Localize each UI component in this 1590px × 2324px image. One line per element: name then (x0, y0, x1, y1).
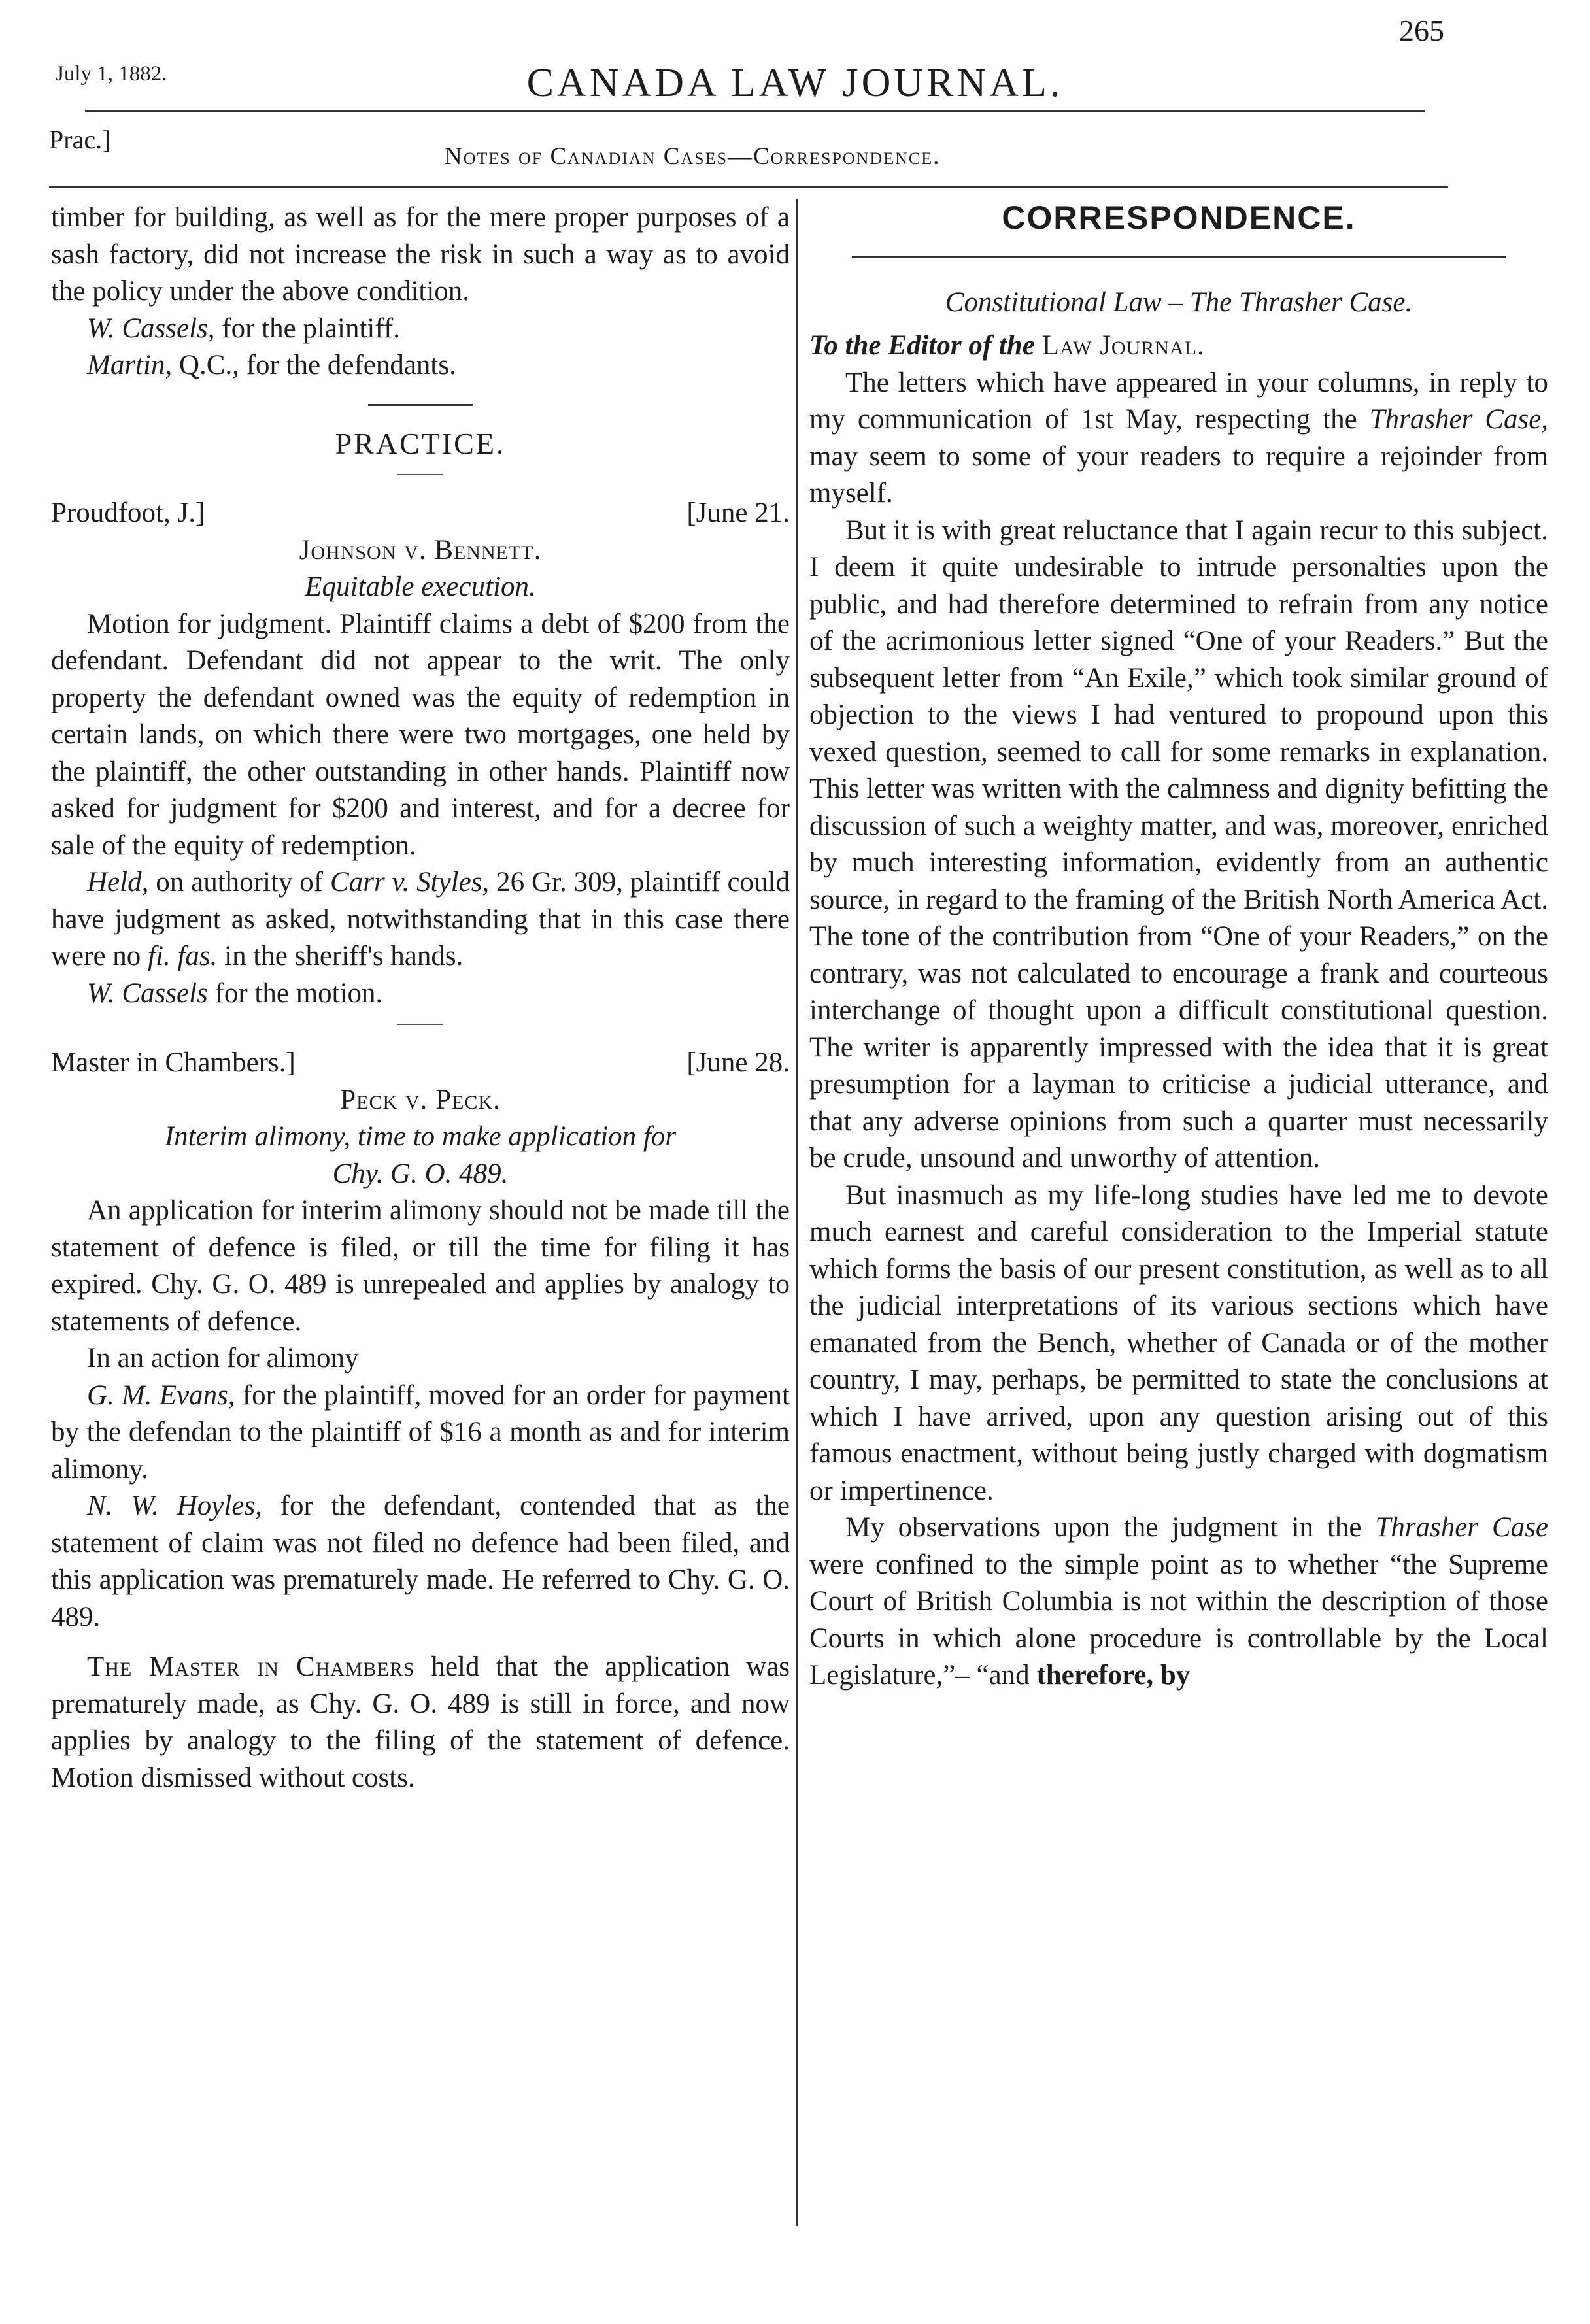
journal-title: CANADA LAW JOURNAL. (526, 61, 1064, 105)
held-word: Held, (87, 867, 149, 898)
salutation-journal: Law Journal. (1041, 330, 1205, 361)
case-title: Johnson v. Bennett. (299, 534, 542, 565)
counsel-role: for the motion. (214, 977, 383, 1009)
cited-case: Carr v. Styles, (330, 867, 490, 898)
heading-divider (398, 474, 443, 475)
letter-paragraph-3: But inasmuch as my life-long studies have led me to devote much earnest and careful consideration to the Imperial statute which forms the basis of our present constitution, as well as to all the judicial interpretations of its various sections which have emanated from the Bench, whether of Canada or of the mother country, I may, perhaps, be permitted to state the conclusions at which I have arrived, upon any question arising out of this famous enactment, without being justly charged with dogmatism or impertinence. (809, 1179, 1548, 1506)
correspondence-heading: CORRESPONDENCE. (1002, 199, 1356, 236)
counsel-name: Martin, (87, 350, 173, 380)
left-column (51, 199, 790, 1796)
section-divider (368, 404, 473, 406)
letter-paragraph-2: But it is with great reluctance that I again recur to this subject. I deem it quite undesirable to intrude personalties upon the public, and had therefore determined to refrain from any notice of the acrimonious letter signed “One of your Readers.” But the subsequent letter from “An Exile,” which took similar ground of objection to the views I had ventured to propound upon this vexed question, seemed to call for some remarks in explanation. This letter was written with the calmness and dignity befitting the discussion of such a weighty matter, and was, moreover, enriched by much interesting information, evidently from an authentic source, in regard to the framing of the British North America Act. The tone of the contribution from “One of your Readers,” on the contrary, was not calculated to encourage a frank and courteous interchange of thought upon a difficult constitutional question. The writer is apparently impressed with the idea that it is great presumption for a layman to criticise a judicial utterance, and that any adverse opinions from such a quarter must necessarily be crude, unsound and unworthy of attention. (809, 514, 1548, 1173)
header-rule-bottom (49, 186, 1448, 188)
p1-b: may seem to some of your readers to require a rejoinder from myself. (809, 441, 1548, 509)
p1-case: Thrasher Case, (1369, 404, 1549, 435)
header-rule-top (85, 110, 1425, 112)
page-number: 265 (1399, 14, 1444, 47)
p4-bold: therefore, by (1036, 1660, 1191, 1691)
counsel-name: W. Cassels (87, 977, 208, 1009)
counsel-text: for the plaintiff, moved for an order for payment by the defendan to the plaintiff of $16 a month as and for interim alimony. (51, 1379, 790, 1485)
salutation-lead: To the Editor of the (809, 330, 1035, 361)
case-judge: Proudfoot, J.] (51, 497, 205, 528)
p1-a: The letters which have appeared in your columns, in reply to my communication of 1st May, respecting the (809, 367, 1548, 435)
case-body: Motion for judgment. Plaintiff claims a debt of $200 from the defendant. Defendant did not appear to the writ. The only property the defendant owned was the equity of redemption in certain lands, on which there were two mortgages, one held by the plaintiff, the other outstanding in other hands. Plaintiff now asked for judgment for $200 and interest, and for a decree for sale of the equity of redemption. (51, 608, 790, 861)
intro-paragraph: timber for building, as well as for the mere proper purposes of a sash factory, did not increase the risk in such a way as to avoid the policy under the above condition. (51, 202, 790, 307)
letter-paragraph-1 (809, 365, 1548, 513)
decision-lead: The Master in Chambers (87, 1651, 415, 1682)
column-divider (796, 199, 798, 2226)
case-held (51, 864, 790, 975)
correspondence-subheading: Constitutional Law – The Thrasher Case. (945, 286, 1413, 318)
held-end: in the sheriff's hands. (224, 941, 464, 971)
case-title: Peck v. Peck. (340, 1084, 501, 1115)
counsel-line-motion (51, 975, 790, 1013)
counsel-role: for the plaintiff. (222, 312, 400, 344)
case-action-line: In an action for alimony (87, 1343, 359, 1373)
held-rest: 26 Gr. 309, plaintiff could have judgment as asked, notwithstanding that in this case there were no (51, 867, 790, 971)
salutation (809, 328, 1548, 365)
decision-text: held that the application was prematurely made, as Chy. G. O. 489 is still in force, and now applies by analogy to the filing of the statement of defence. Motion dismissed without costs. (51, 1651, 790, 1793)
counsel-name: W. Cassels, (87, 312, 215, 344)
section-label: Prac.] (49, 125, 111, 154)
case-judge: Master in Chambers.] (51, 1047, 296, 1078)
right-column (809, 199, 1548, 1694)
p4-case: Thrasher Case (1375, 1512, 1549, 1543)
p4-b: were confined to the simple point as to whether “the Supreme Court of British Columbia is not within the description of those Courts in which alone procedure is controllable by the Local Legislature,”– “and (809, 1549, 1548, 1691)
case-body: An application for interim alimony should not be made till the statement of defence is filed, or till the time for filing it has expired. Chy. G. O. 489 is unrepealed and applies by analogy to statements of defence. (51, 1195, 790, 1337)
case-subtitle: Interim alimony, time to make application for (164, 1121, 677, 1152)
counsel-role: Q.C., for the defendants. (178, 350, 456, 380)
case-subtitle: Equitable execution. (305, 571, 536, 602)
case-date: [June 21. (686, 497, 790, 528)
case-header-peck (51, 1045, 790, 1082)
p4-a: My observations upon the judgment in the (845, 1512, 1362, 1543)
counsel-name: G. M. Evans, (87, 1379, 235, 1411)
counsel-line-defendants (51, 347, 790, 384)
case-date: [June 28. (686, 1047, 790, 1078)
decision-paragraph (51, 1649, 790, 1796)
issue-date: July 1, 1882. (56, 62, 167, 86)
case-divider (398, 1024, 443, 1025)
held-mid: on authority of (156, 867, 324, 898)
fi-fas: fi. fas. (148, 941, 218, 971)
counsel-paragraph-plaintiff (51, 1377, 790, 1489)
letter-paragraph-4 (809, 1509, 1548, 1694)
counsel-text: for the defendant, contended that as the statement of claim was not filed no defence had been filed, and this application was prematurely made. He referred to Chy. G. O. 489. (51, 1490, 790, 1632)
counsel-name: N. W. Hoyles, (87, 1490, 262, 1521)
counsel-line-plaintiff (51, 311, 790, 348)
running-header: Notes of Canadian Cases—Correspondence. (445, 143, 941, 170)
correspondence-rule (852, 256, 1506, 258)
counsel-paragraph-defendant (51, 1488, 790, 1636)
practice-heading: PRACTICE. (335, 426, 506, 460)
case-subtitle-line2: Chy. G. O. 489. (332, 1158, 509, 1189)
case-header-johnson (51, 495, 790, 532)
